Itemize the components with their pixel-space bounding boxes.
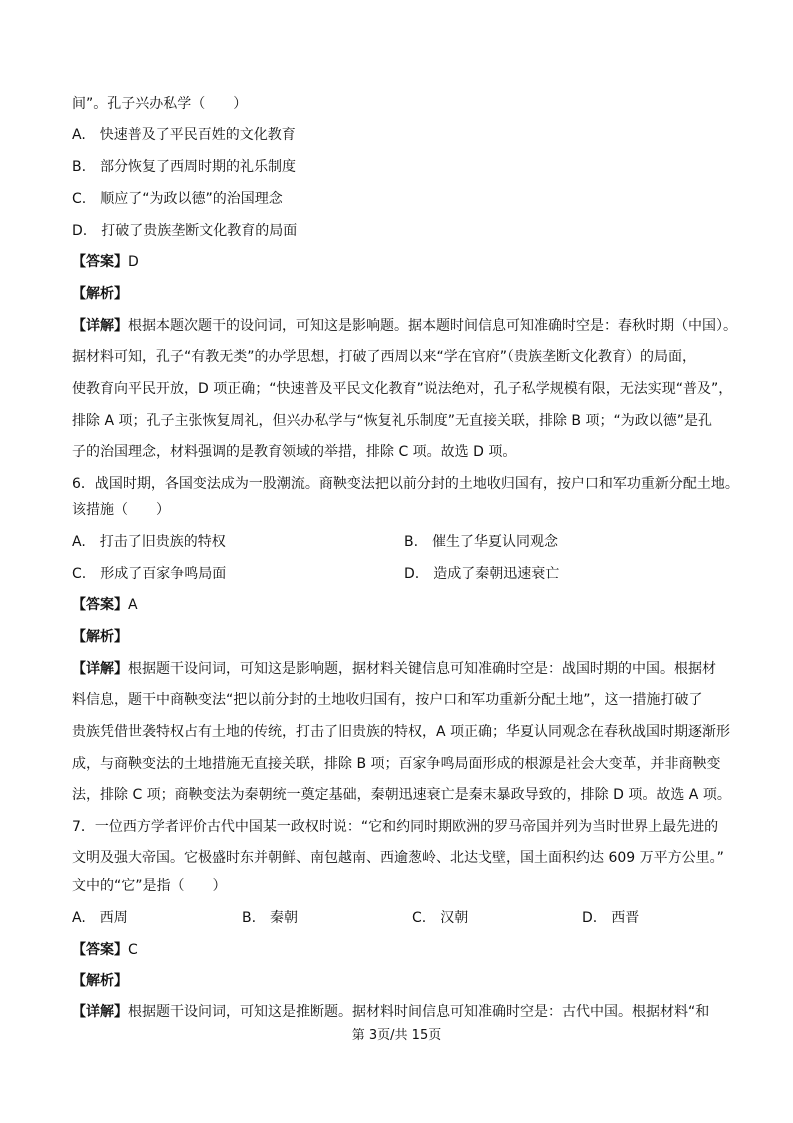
q5-analysis-tag bbox=[72, 284, 128, 304]
q7-option-b: B. 秦朝 bbox=[242, 910, 299, 926]
detail-text: 根据题干设问词，可知这是影响题，据材料关键信息可知准确时空是：战国时期的中国。根据材 bbox=[128, 661, 716, 677]
q6-option-a: A. 打击了旧贵族的特权 bbox=[72, 534, 226, 550]
page-number-footer: 第 3页/共 15页 bbox=[351, 1028, 442, 1043]
q7-option-a: A. 西周 bbox=[72, 910, 128, 926]
q5-detail-line-1 bbox=[72, 316, 737, 336]
q5-detail-line-2: 据材料可知，孔子“有教无类”的办学思想，打破了西周以来“学在官府”（贵族垄断文化教育）的局面， bbox=[72, 349, 697, 365]
q7-stem-line-3: 文中的“它”是指（ ） bbox=[72, 878, 227, 894]
q7-option-d: D. 西晋 bbox=[582, 910, 640, 926]
q6-stem-line-1: 6．战国时期，各国变法成为一股潮流。商鞅变法把以前分封的土地收归国有，按户口和军功重新分配土地。 bbox=[72, 476, 739, 492]
analysis-tag: 【解析】 bbox=[72, 629, 128, 645]
q6-detail-line-4: 成，与商鞅变法的土地措施无直接关联，排除 B 项；百家争鸣局面形成的根源是社会大变革，并非商鞅变 bbox=[72, 756, 721, 772]
answer-value: C bbox=[128, 942, 138, 958]
q5-detail-line-4: 排除 A 项；孔子主张恢复周礼，但兴办私学与“恢复礼乐制度”无直接关联，排除 B 项；“为政以德”是孔 bbox=[72, 413, 712, 429]
q6-option-c: C. 形成了百家争鸣局面 bbox=[72, 566, 227, 582]
answer-tag: 【答案】 bbox=[72, 597, 128, 613]
q6-option-b: B. 催生了华夏认同观念 bbox=[404, 534, 559, 550]
analysis-tag: 【解析】 bbox=[72, 286, 128, 302]
q6-stem-line-2: 该措施（ ） bbox=[72, 502, 170, 518]
q6-detail-line-1 bbox=[72, 659, 716, 679]
q7-analysis-tag bbox=[72, 971, 128, 991]
q7-answer bbox=[72, 940, 138, 960]
q5-answer bbox=[72, 252, 139, 272]
q6-detail-line-2: 料信息，题干中商鞅变法“把以前分封的土地收归国有，按户口和军功重新分配土地”，这一措施打破了 bbox=[72, 692, 703, 708]
q5-option-a: A. 快速普及了平民百姓的文化教育 bbox=[72, 127, 296, 143]
answer-value: D bbox=[128, 254, 139, 270]
q6-detail-line-3: 贵族凭借世袭特权占有土地的传统，打击了旧贵族的特权，A 项正确；华夏认同观念在春秋战国时期逐渐形 bbox=[72, 724, 731, 740]
detail-tag: 【详解】 bbox=[72, 1004, 128, 1020]
q7-option-c: C. 汉朝 bbox=[412, 910, 469, 926]
analysis-tag: 【解析】 bbox=[72, 973, 128, 989]
q6-analysis-tag bbox=[72, 627, 128, 647]
answer-tag: 【答案】 bbox=[72, 254, 128, 270]
q5-option-d: D. 打破了贵族垄断文化教育的局面 bbox=[72, 223, 298, 239]
q5-option-b: B. 部分恢复了西周时期的礼乐制度 bbox=[72, 159, 297, 175]
q7-detail-line-1 bbox=[72, 1002, 709, 1022]
q6-answer bbox=[72, 595, 138, 615]
detail-tag: 【详解】 bbox=[72, 318, 128, 334]
q6-detail-line-5: 法，排除 C 项；商鞅变法为秦朝统一奠定基础，秦朝迅速衰亡是秦末暴政导致的，排除 D 项。故选 A 项。 bbox=[72, 787, 731, 803]
q5-stem-tail: 间”。孔子兴办私学（ ） bbox=[72, 96, 248, 112]
q5-detail-line-3: 使教育向平民开放，D 项正确；“快速普及平民文化教育”说法绝对，孔子私学规模有限，无法实现“普及”， bbox=[72, 381, 733, 397]
answer-value: A bbox=[128, 597, 138, 613]
q6-option-d: D. 造成了秦朝迅速衰亡 bbox=[404, 566, 560, 582]
detail-text: 根据题干设问词，可知这是推断题。据材料时间信息可知准确时空是：古代中国。根据材料“和 bbox=[128, 1004, 710, 1020]
detail-tag: 【详解】 bbox=[72, 661, 128, 677]
detail-text: 根据本题次题干的设问词，可知这是影响题。据本题时间信息可知准确时空是：春秋时期（中国）。 bbox=[128, 318, 737, 334]
q5-detail-line-5: 子的治国理念，材料强调的是教育领域的举措，排除 C 项。故选 D 项。 bbox=[72, 444, 517, 460]
answer-tag: 【答案】 bbox=[72, 942, 128, 958]
q7-stem-line-1: 7．一位西方学者评价古代中国某一政权时说：“它和约同时期欧洲的罗马帝国并列为当时世界上最先进的 bbox=[72, 819, 719, 835]
q5-option-c: C. 顺应了“为政以德”的治国理念 bbox=[72, 191, 283, 207]
q7-stem-line-2: 文明及强大帝国。它极盛时东并朝鲜、南包越南、西逾葱岭、北达戈壁，国土面积约达 609 万平方公里。” bbox=[72, 850, 724, 866]
